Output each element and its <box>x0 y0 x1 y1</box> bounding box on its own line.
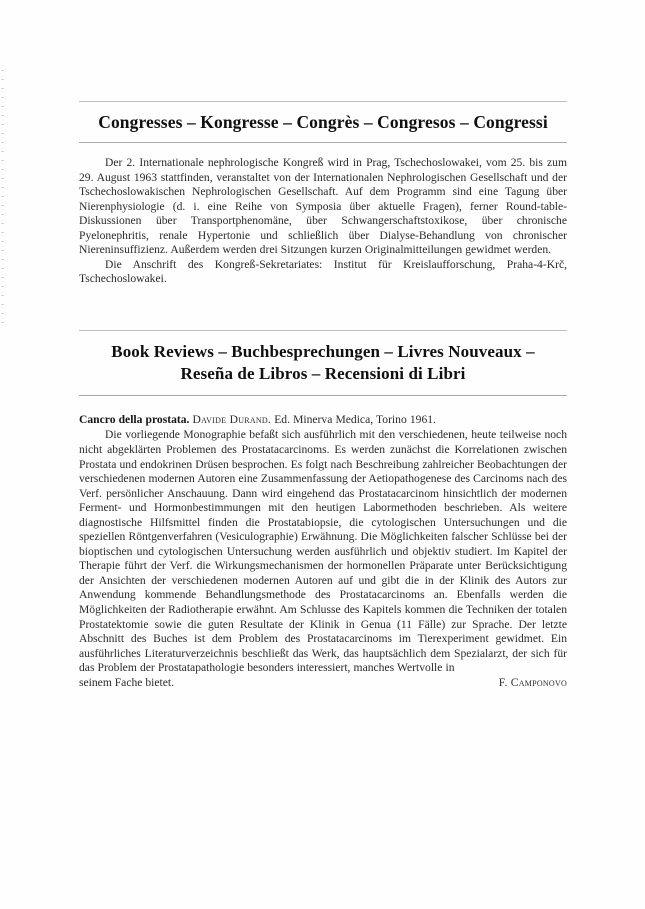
book-entry-citation <box>79 413 567 428</box>
scan-artifact-speckle <box>1 70 4 330</box>
book-reviews-rule-bottom <box>79 395 567 396</box>
book-review-closing-row <box>79 676 567 691</box>
congress-paragraph-1: Der 2. Internationale nephrologische Kongreß wird in Prag, Tschechoslowakei, vom 25. bis zum 29. August 1963 stattfinden, veranstaltet von der Internationalen Nephrologischen Gesellschaft und der Tschechoslowakischen Nephrologischen Gesellschaft. Auf dem Programm sind eine Tagung über Nierenphysiologie (d. i. eine Reihe von Symposia über aktuelle Fragen), ferner Round-table-Diskussionen über Transportphenomäne, über Schwangerschaftstoxikose, über chronische Pyelonephritis, renale Hypertonie und schließlich über Dialyse-Behandlung von chronischer Niereninsuffizienz. Außerdem werden drei Sitzungen kurzen Originalmitteilungen gewidmet werden. <box>79 156 567 257</box>
book-reviews-heading-gap <box>79 396 567 413</box>
book-review-body: Die vorliegende Monographie befaßt sich ausführlich mit den verschiedenen, heute teilweise noch nicht abgeklärten Problemen des Prostatacarcinoms. Es werden zunächst die Korrelationen zwischen Prostata und endokrinen Drüsen besprochen. Es folgt nach Beschreibung zahlreicher Beobachtungen der verschiedenen modernen Autoren eine Zusammenfassung der Aetiopathogenese des Carcinoms nach des Verf. persönlicher Anschauung. Dann wird eingehend das Prostatacarcinom hinsichtlich der modernen Ferment- und Hormonbestimmungen mit den heutigen Labormethoden beschrieben. Als weitere diagnostische Hilfsmittel finden die Prostatabiopsie, die cytologischen Untersuchungen und die speziellen Röntgenverfahren (Vesiculographie) Erwähnung. Die Möglichkeiten falscher Schlüsse bei der bioptischen und cytologischen Untersuchung werden ausführlich und objektiv studiert. Im Kapitel der Therapie führt der Verf. die Wirkungsmechanismen der hormonellen Präparate unter Berücksichtigung der Ansichten der verschiedenen modernen Autoren auf und gibt die in der Klinik des Autors zur Anwendung kommende Behandlungsmethode des Prostatacarcinoms an. Ebenfalls werden die Möglichkeiten der Radiotherapie erwähnt. Am Schlusse des Kapitels kommen die Techniken der totalen Prostatektomie sowie die guten Resultate der Klinik in Genua (11 Fälle) zur Sprache. Der letzte Abschnitt des Buches ist dem Problem des Prostatacarcinoms im Tierexperiment gewidmet. Ein ausführliches Literaturverzeichnis beschließt das Werk, das hauptsächlich dem Spezialarzt, der sich für das Problem der Prostatapathologie besonders interessiert, manches Wertvolle in <box>79 428 567 675</box>
congresses-heading: Congresses – Kongresse – Congrès – Congresos – Congressi <box>98 112 548 132</box>
book-reviews-section <box>79 330 567 690</box>
congress-paragraph-2: Die Anschrift des Kongreß-Sekretariates: Institut für Kreislaufforschung, Praha-4-Krč, Tschechoslowakei. <box>79 257 567 286</box>
book-entry-title: Cancro della prostata. <box>79 412 190 426</box>
book-reviews-heading <box>79 331 567 395</box>
book-reviews-heading-line-2: Reseña de Libros – Recensioni di Libri <box>180 364 466 384</box>
section-gap <box>79 287 567 330</box>
heading-rule-bottom <box>79 142 567 143</box>
page-content-column <box>79 0 567 690</box>
book-reviews-rule-top <box>79 330 567 331</box>
congresses-section <box>79 101 567 287</box>
heading-gap <box>79 143 567 156</box>
heading-rule-top <box>79 101 567 102</box>
book-entry-author: Davide Durand. <box>192 412 272 426</box>
book-entry-imprint: Ed. Minerva Medica, Torino 1961. <box>274 412 436 426</box>
book-reviews-heading-line-1: Book Reviews – Buchbesprechungen – Livres Nouveaux – <box>111 342 535 362</box>
book-review-body-last-line: seinem Fache bietet. <box>79 675 174 689</box>
top-spacer <box>79 0 567 101</box>
reviewer-signature: F. Camponovo <box>498 675 567 689</box>
